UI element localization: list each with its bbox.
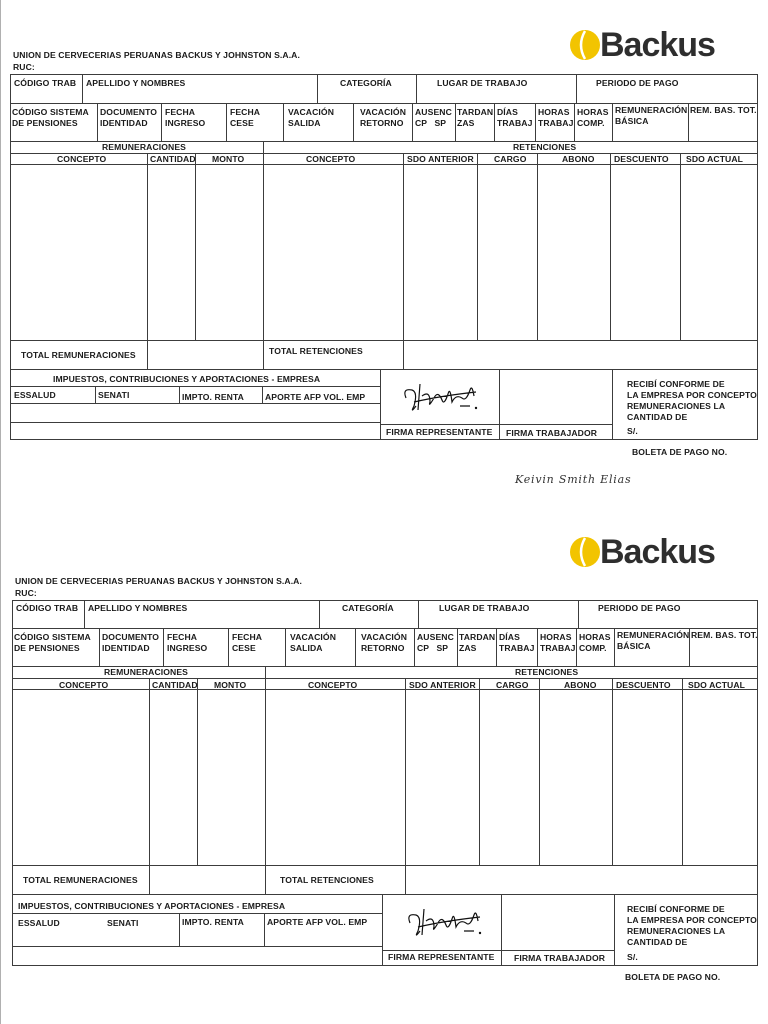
recibi-line-2: LA EMPRESA POR CONCEPTO — [627, 915, 757, 925]
backus-logo-text: Backus — [600, 533, 715, 571]
recibi-line-1: RECIBÍ CONFORME DE — [627, 379, 725, 389]
fecha-cese-label-2: CESE — [230, 118, 254, 128]
col-abono: ABONO — [564, 680, 597, 690]
vacacion-retorno-label: VACACIÓN — [361, 632, 407, 642]
fecha-ingreso-label: FECHA — [165, 107, 196, 117]
backus-logo-text: Backus — [600, 26, 715, 64]
vacacion-salida-label-2: SALIDA — [288, 118, 321, 128]
horas-trab-label: HORAS — [540, 632, 572, 642]
fecha-ingreso-label: FECHA — [167, 632, 198, 642]
impto-renta-label: IMPTO. RENTA — [182, 392, 244, 402]
ausenc-label-2: CP SP — [417, 643, 449, 653]
fecha-ingreso-label-2: INGRESO — [167, 643, 208, 653]
total-remuneraciones-label: TOTAL REMUNERACIONES — [21, 350, 136, 360]
col-sdo-anterior: SDO ANTERIOR — [409, 680, 476, 690]
senati-label: SENATI — [98, 390, 130, 400]
rem-bas-tot-label: REM. BAS. TOT. — [691, 630, 758, 640]
codigo-trab-label: CÓDIGO TRAB — [16, 603, 79, 613]
periodo-label: PERIODO DE PAGO — [598, 603, 681, 613]
firma-representante-label: FIRMA REPRESENTANTE — [386, 427, 493, 437]
vacacion-salida-label: VACACIÓN — [288, 107, 334, 117]
recibi-currency: S/. — [627, 952, 638, 962]
recibi-line-1: RECIBÍ CONFORME DE — [627, 904, 725, 914]
categoria-label: CATEGORÍA — [342, 603, 394, 613]
worker-signature-name: Keivin Smith Elias — [515, 473, 632, 486]
vacacion-retorno-label-2: RETORNO — [361, 643, 405, 653]
backus-leaf-icon — [568, 28, 602, 62]
ausenc-label: AUSENC — [417, 632, 454, 642]
ausenc-label: AUSENC — [415, 107, 452, 117]
col-concepto: CONCEPTO — [59, 680, 109, 690]
total-retenciones-label: TOTAL RETENCIONES — [280, 875, 374, 885]
boleta-label: BOLETA DE PAGO NO. — [632, 447, 728, 457]
remuneraciones-section: REMUNERACIONES — [102, 142, 187, 152]
col-cantidad: CANTIDAD — [150, 154, 196, 164]
remuneracion-label: REMUNERACIÓN — [617, 630, 690, 640]
periodo-label: PERIODO DE PAGO — [596, 78, 679, 88]
col-monto: MONTO — [212, 154, 245, 164]
dias-label: DÍAS — [499, 632, 520, 642]
col-sdo-actual: SDO ACTUAL — [688, 680, 746, 690]
col-abono: ABONO — [562, 154, 595, 164]
col-monto: MONTO — [214, 680, 247, 690]
col-concepto-retenciones: CONCEPTO — [306, 154, 356, 164]
total-remuneraciones-label: TOTAL REMUNERACIONES — [23, 875, 138, 885]
categoria-label: CATEGORÍA — [340, 78, 392, 88]
col-descuento: DESCUENTO — [616, 680, 671, 690]
apellido-label: APELLIDO Y NOMBRES — [86, 78, 186, 88]
vacacion-salida-label: VACACIÓN — [290, 632, 336, 642]
horas-trab-label-2: TRABAJ — [538, 118, 574, 128]
impuestos-title: IMPUESTOS, CONTRIBUCIONES Y APORTACIONES - EMPRESA — [18, 901, 286, 911]
horas-trab-label-2: TRABAJ — [540, 643, 576, 653]
col-concepto-retenciones: CONCEPTO — [308, 680, 358, 690]
lugar-label: LUGAR DE TRABAJO — [437, 78, 528, 88]
documento-label: DOCUMENTO — [102, 632, 160, 642]
fecha-ingreso-label-2: INGRESO — [165, 118, 206, 128]
essalud-label: ESSALUD — [18, 918, 60, 928]
total-retenciones-label: TOTAL RETENCIONES — [269, 346, 363, 356]
payslip-2 — [0, 525, 768, 1024]
col-sdo-actual: SDO ACTUAL — [686, 154, 744, 164]
dias-label-2: TRABAJ — [499, 643, 535, 653]
horas-comp-label: HORAS — [579, 632, 611, 642]
documento-label: DOCUMENTO — [100, 107, 158, 117]
col-cargo: CARGO — [496, 680, 529, 690]
recibi-currency: S/. — [627, 426, 638, 436]
fecha-cese-label: FECHA — [232, 632, 263, 642]
firma-representante-label: FIRMA REPRESENTANTE — [388, 952, 495, 962]
sistema-label-2: DE PENSIONES — [12, 118, 78, 128]
col-cargo: CARGO — [494, 154, 527, 164]
company-name: UNION DE CERVECERIAS PERUANAS BACKUS Y JOHNSTON S.A.A. — [13, 50, 300, 60]
vacacion-salida-label-2: SALIDA — [290, 643, 323, 653]
ruc-label: RUC: — [13, 62, 35, 72]
backus-leaf-icon — [568, 535, 602, 569]
sistema-label-2: DE PENSIONES — [14, 643, 80, 653]
ruc-label: RUC: — [15, 588, 37, 598]
horas-trab-label: HORAS — [538, 107, 570, 117]
backus-logo — [564, 18, 740, 76]
col-sdo-anterior: SDO ANTERIOR — [407, 154, 474, 164]
aporte-afp-label: APORTE AFP VOL. EMP — [267, 917, 368, 927]
rem-bas-tot-label: REM. BAS. TOT. — [690, 105, 757, 115]
remuneracion-label: REMUNERACIÓN — [615, 105, 688, 115]
col-descuento: DESCUENTO — [614, 154, 669, 164]
retenciones-section: RETENCIONES — [513, 142, 577, 152]
tardanzas-label-2: ZAS — [457, 118, 475, 128]
ausenc-label-2: CP SP — [415, 118, 447, 128]
impto-renta-label: IMPTO. RENTA — [182, 917, 244, 927]
sistema-label: CÓDIGO SISTEMA — [12, 107, 89, 117]
recibi-line-3: REMUNERACIONES LA — [627, 401, 726, 411]
tardanzas-label: TARDAN — [457, 107, 494, 117]
company-name: UNION DE CERVECERIAS PERUANAS BACKUS Y JOHNSTON S.A.A. — [15, 576, 302, 586]
recibi-line-3: REMUNERACIONES LA — [627, 926, 726, 936]
dias-label-2: TRABAJ — [497, 118, 533, 128]
representative-signature — [400, 376, 486, 420]
apellido-label: APELLIDO Y NOMBRES — [88, 603, 188, 613]
col-concepto: CONCEPTO — [57, 154, 107, 164]
col-cantidad: CANTIDAD — [152, 680, 198, 690]
backus-logo — [564, 525, 740, 583]
tardanzas-label: TARDAN — [459, 632, 496, 642]
recibi-line-4: CANTIDAD DE — [627, 412, 688, 422]
codigo-trab-label: CÓDIGO TRAB — [14, 78, 77, 88]
documento-label-2: IDENTIDAD — [100, 118, 148, 128]
fecha-cese-label-2: CESE — [232, 643, 256, 653]
firma-trabajador-label: FIRMA TRABAJADOR — [514, 953, 606, 963]
lugar-label: LUGAR DE TRABAJO — [439, 603, 530, 613]
boleta-label: BOLETA DE PAGO NO. — [625, 972, 721, 982]
recibi-line-2: LA EMPRESA POR CONCEPTO — [627, 390, 757, 400]
payslip-1 — [0, 0, 768, 500]
remuneracion-label-2: BÁSICA — [615, 116, 649, 126]
horas-comp-label: HORAS — [577, 107, 609, 117]
horas-comp-label-2: COMP. — [577, 118, 605, 128]
sistema-label: CÓDIGO SISTEMA — [14, 632, 91, 642]
vacacion-retorno-label-2: RETORNO — [360, 118, 404, 128]
impuestos-title: IMPUESTOS, CONTRIBUCIONES Y APORTACIONES - EMPRESA — [53, 374, 321, 384]
senati-label: SENATI — [107, 918, 139, 928]
essalud-label: ESSALUD — [14, 390, 56, 400]
aporte-afp-label: APORTE AFP VOL. EMP — [265, 392, 366, 402]
recibi-line-4: CANTIDAD DE — [627, 937, 688, 947]
tardanzas-label-2: ZAS — [459, 643, 477, 653]
firma-trabajador-label: FIRMA TRABAJADOR — [506, 428, 598, 438]
fecha-cese-label: FECHA — [230, 107, 261, 117]
remuneracion-label-2: BÁSICA — [617, 641, 651, 651]
representative-signature — [404, 901, 490, 945]
documento-label-2: IDENTIDAD — [102, 643, 150, 653]
dias-label: DÍAS — [497, 107, 518, 117]
retenciones-section: RETENCIONES — [515, 667, 579, 677]
horas-comp-label-2: COMP. — [579, 643, 607, 653]
remuneraciones-section: REMUNERACIONES — [104, 667, 189, 677]
vacacion-retorno-label: VACACIÓN — [360, 107, 406, 117]
